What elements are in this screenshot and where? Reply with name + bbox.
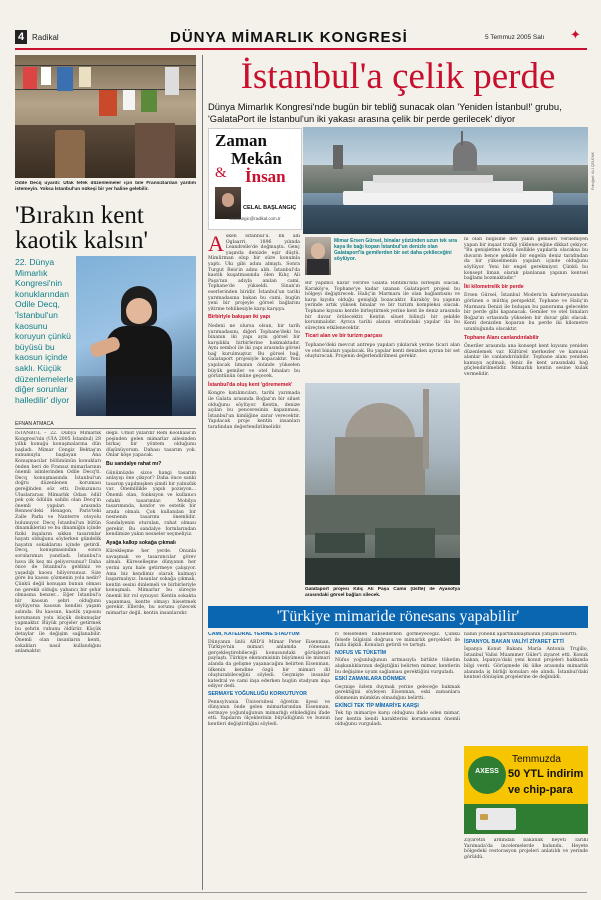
bottom-body-col3: nanın yönelik apartmanlaşmanın yatışını belirtti. İSPANYOL BAKAN VALİYİ ZİYARET ETTİ İspanya Konut Bakanı María Antonia Trujillo, İstanbul Valisi Muammer Güler'i ziyaret etti. Konuk bakan, İspanya'daki yeni konut projeleri hakkında bilgi verdi. Görüşmede iki ülke arasında mimarlık alanında iş birliği konuları ele alındı. İstanbul'daki kentsel dönüşüm projelerine de değinildi. [464,632,588,681]
column-logo-line3: İnsan [245,167,286,186]
page-date: 5 Temmuz 2005 Salı [485,34,545,41]
bottom-subhead-5: EKİNCİ TEK TİP MİMARİYE KARŞI [335,702,419,709]
left-column-divider [202,55,203,890]
odile-decq-photo [76,256,196,416]
ad-card-shape [468,756,506,794]
paper-logo-icon: ✦ [570,28,581,43]
column-logo-line1: Zaman [215,131,267,150]
drop-cap: A [208,234,224,256]
ersen-gursel-photo [305,237,331,275]
bottom-subhead-3: NOFUS VE TÜKETİM [335,649,387,656]
laundry-photo-caption: Odile Decq uyardı: Ufak tefek düzenlemeler için bile Fransızlardan yardım istemeyin. Yoksa İstanbul'un nükeşi bir yer haline gelebilir. [15,181,196,192]
left-body-col1: İSTANBUL – 22. Dünya Mimarlık Kongresi'nin (UIA 2005 İstanbul) 28 yıllık konuğu konuşmalarına dün başladı. Mimar Cengiz Bektaş'ın sunumuyla başlayan Ana Konuşmacılar bölümünün konukları önden beri de Fransız mimarlarının önemli isimlerinden Odile Decq'ti. Decq konuşmasında İstanbul'un doğru düzenlenen koruması gereğinden söz etti. Dokuzuncu Uluslararası Mimarlık Odası ödül pek çok ödülün sahibi olan Decq'in önemli yapıları arasında Rennes'deki Hexagon, Paris'teki Zalle Parkı ve Nanterre otoyolu bulunuyor. Decq İstanbul'un bütün dinamiklerini ve bu dinamiğin içinde fiziki inşaların sıkkın tasarımlar hayatı olduğunu söylerken gündelik hayatın sokaklarını içinde getirdi. Decq, konuşmasından sonra sorularımızı yanıtladı. İstanbul'a hava ilk kez mi geliyorsunuz? Daha önce de İstanbul'a geldiniz ve yaşadığı kaosu biliyorsunuz. Size göre bu kaosu çözmenin yolu nedir? Çünkü değil konuşan bunun olması ne gerekli olduğu yabancı bir şehir olmasına benzer... Eğer İstanbul'a bir kaosun şehri olduğunu söylüyorsa kaosun kendisi yaşam aslında. Bu kaosun, kaotik yapısını korumanın yolu küçük dokunuşlar yapmaktır. Büyük projeler getirmek bu şehrin ruhunu öldürür. Küçük detaylar ile değişim sağlanabilir. Önemli olan insanların kenti, sokakları nasıl kullandığını anlamaktır. [15,431,101,655]
main-body-col3: ni olan bilgisine dev yakın gemileri verilemiyen yapan bir inşaat trafiği yükleneceğine dikkat çekiyor. "Bu genişletme koyu özellikle yapılarla olacaksa bu duvarın bence şekilde bir engelin deniz tarafından da bir yükselmenin yapıları içinde olduğunu söylüyor. Yeni bir engel gerekmiyor. Çünkü bu konsept liman olarak planlanan yapının kentsel bağlamı bozmaktadır." İki kilometrelik bir perde Ersen Gürsel, İstanbul Modern'in kafeteryasından görünen o müthiş perspektif, Tophane ve Haliç'in Marmara Denizi ile buluşan bu panorama gelecekte bir perde gibi kapanacak. Gemiler ve otel binaları Boğaz'ın ortasında yükselen bir duvar gibi olacak. Kenti denizden koparan bu perde iki kilometre uzunluğunda olacaktır. Tophane Alanı canlandırılabilir Öneriler arasında ana konsept kent kıyısını yeniden düzenlemek var. Kültürel merkezler ve kamusal alanlar ile canlandırılabilir. Tophane alanı yeniden kamuya açılmalı, deniz ile kent arasındaki bağ güçlendirilmelidir. Mimarlık kentin sesine kulak vermelidir. [464,237,588,378]
galata-photo-caption: Galataport projesi Kılıç Ali Paşa Camii (üstte) ile Ayasofya arasındaki görsel bağları silecek. [305,587,460,598]
bottom-body-col3-end: Ziyaretin ardından bakanlık heyeti Tarihi Yarımada'da incelemelerde bulundu. Heyete bölgedeki restorasyon projeleri anlatıldı ve yerinde görüldü. [464,838,588,860]
bottom-headline-band [208,606,588,628]
left-body-col2: değil. Umut yıllardır Rem Koolhaas'ın peşinden gelen mimarlar ailesinden birkaç bir yöntem olduğunu düşünüyorum. Dahası tasarım yok. Onlar köşe yapacak. Bu sandalye rahat mı? Günümüzde sizce hangi tasarım anlayışı öne çıkıyor? Daha önce sanki tasarım yapılmışken şimdi bir yalnızlık var. Önemlilikle yapılı pozisyon... Önemli olan, fonksiyon ve kullanıcı odaklı tasarımlar. Mobilya tasarımında, konfor ve estetik bir arada olmalı. Çok kullanılan bir nesnenin tasarımı önemlidir. Sandalyenin oturulan, rahat olması gerekir. Bu sandalye formlarından kendimize yakın nesneler seçmeliyiz. Ayağa kalkıp sokağa çıkmalı Kürekleşme her yerde. Onunla savaşmak ve tasarımcılar görev almalı. Küreselleşme dünyanın her yerini aynı hale getirmeye çalışıyor. Ama biz kendimiz olarak kalmayı başarmalıyız. İnsanlar sokağa çıkmalı, kentin sesini dinlemeli ve birbirleriyle konuşmalı. Mimarlar bu süreçte önemli bir rol oynuyor. Kentin sokakta yaşanması, kentte olmayı hissetmek gerekir. Ellerde, bu sorunu çözecek mimarlar değil, kentin insanlarıdır. [106,431,196,616]
main-body-col2: Bir yapımcı karar verirse Galata Rıhtımı'nda birleşim olacak. Karaköy'e, Tophane'ye kadar uzanan Galataport projesi bu bölgeyi değiştirecek. Haliç'in Marmara ile olan bağlantısını ve karşı kıyıda olduğu genişliği bozacaktır. Karaköy bu yapının yerinde artık yüksek binalar ve bir turizm kompleksi olacak. Tophane kıyısını kentle birleştirmek yerine kent ile deniz arasında bir duvar örülecektir. Kentin siluet bilinçli bir şekilde korunmalıdır. Ayrıca tarihi alanın etrafındaki yapılar da bu süreçten etkilenecektir. Ticari alan ve bir turizm parçası Tophane'deki mevcut antrepo yapıları yıkılarak yerine ticari alan ve otel binaları yapılacak. Bu yapılar kenti denizden ayıran bir set oluşturacak. Projenin değerlendirilmesi gerekir. [305,281,460,360]
kilic-ali-pasa-photo [305,383,460,585]
footer-rule [15,892,587,893]
column-logo-amp: & [215,165,227,181]
left-subhead-1: Bu sandalye rahat mı? [106,460,162,467]
ad-line1: Temmuzda [512,754,561,765]
paper-name: Radikal [32,33,59,42]
main-subhead-4: İki kilometrelik bir perde [464,283,524,290]
ad-brand: AXESS [475,768,499,775]
columnist-email: cbaslangic@radikal.com.tr [229,216,281,221]
page-header [0,0,601,50]
main-deck: Dünya Mimarlık Kongresi'nde bugün bir tebliğ sunacak olan 'Yeniden İstanbul!' grubu, 'GalataPort ile İstanbul'un iki yakası arasına çelik bir perde gerilecek' diyor [208,101,562,124]
bottom-subhead-6: İSPANYOL BAKAN VALİYİ ZİYARET ETTİ [464,638,564,645]
laundry-photo [15,55,196,178]
main-subhead-1: Birbiriyle bakışan iki yapı [208,314,271,321]
pull-quote: Mimar Ersen Gürsel, binalar yüzünden uzun tek sıra kaya ile bağı kopan İstanbul'un denizle olan Galataport'la gemilerden bir set daha çekileceğini söylüyor. [334,238,458,262]
column-logo-line2: Mekân [231,149,282,168]
main-subhead-5: Tophane Alanı canlandırılabilir [464,334,539,341]
ad-line3: ve chip-para [508,784,573,796]
columnist-photo [215,187,241,219]
ad-chip-icon [480,814,488,820]
main-subhead-2: İstanbul'da oluş kent 'görememek' [208,381,293,388]
byline-rule [15,428,196,429]
axess-advertisement[interactable] [464,746,588,834]
columnist-name: CELAL BAŞLANGIÇ [243,205,297,211]
bottom-body-col2: ri felsefeden bahsederken görmeyeceğiz. Çünkü felsefe bilgisini doğrusu ve mimarlık gerçekleri ile fazla ilişkili. Konuları getirdi ve tartıştı. NOFUS VE TÜKETİM Nüfus yoğunluğunun artmasıyla birlikte tüketim alışkanlıklarının değiştiğini belirten mimar, kentlerin bu değişime uyum sağlaması gerektiğini vurguladı. ESKİ ZAMANLARA DÖNMEK Geçmişe özlem duymak yerine geleceğe bakmak gerektiğini söyleyen Eisenman, eski zamanlara dönmenin mümkün olmadığını belirtti. EKİNCİ TEK TİP MİMARİYE KARŞI Tek tip mimariye karşı olduğunu ifade eden mimar, her kentin kendi karakterini korumasının önemli olduğunu vurguladı. [335,632,460,728]
bosphorus-panorama-photo [303,127,588,234]
section-title: DÜNYA MİMARLIK KONGRESİ [170,29,408,46]
bottom-subhead-4: ESKİ ZAMANLARA DÖNMEK [335,676,406,683]
left-byline: EFNAN ATMACA [15,421,54,427]
column-logo [208,128,302,230]
ad-line2: 50 YTL indirim [508,768,584,780]
left-subhead-2: Ayağa kalkıp sokağa çıkmalı [106,539,176,546]
main-headline: İstanbul'a çelik perde [240,56,556,97]
page-number: 4 [15,30,27,44]
main-body-col1: Asken İstanbul'u. İlk adı Oglaarri. 1896 yılında Leandrelle'de doğmuştu. Genç yaşında denizde eşir düştü. Mimlirman olup bir süre konumla yaptı. Ukı gibi adını almıştı. Sonra Turgut Reis'in adını aldı. İstanbul'da kaotik kuşatmasında ölen Kılıç Ali Paşa'nın adıyla anılan cami, Tophane'de yükseldi. Sinan'ın eserlerinden biridir. İstanbul'un tarihi yarımadasına bakan bu cami, bugün yeni bir projeyle görsel bağlarını yitirme tehlikesiyle karşı karşıya. Birbiriyle bakışan iki yapı Nedeni ne olursa olsun, bir tarih yarımadasını, diğeri Tophane'deki bu binanın iki yapı aynı görsel bir karşılıkla birbirlerine bakmaktadır. Aynı sembol ile iki yapı arasında görsel bağ kurulmuştur. Bu görsel bağ, Galataport projesiyle kopacaktır. Yeni yapılacak limanın önünde yükselen büyük gemiler ve otel binaları bu görüntünün önüne geçecek. İstanbul'da oluş kent 'görememek' Kongre katılımcıları, tarihi yarımada ile Galata arasında Boğaz'ın bir siluet olduğunu söylüyor. Kentin, denize açılan bu penceresinin kapanması, İstanbul'un kimliğine zarar verecektir. Yapılacak proje kentin insanları tarafından değerlendirilmelidir. [208,234,300,430]
main-subhead-3: Ticari alan ve bir turizm parçası [305,333,383,340]
left-deck: 22. Dünya Mimarlık Kongresi'nin konuklarından Odile Decq, 'İstanbul'un kaosunu koruyun çünkü büyüsü bu kaosun içinde saklı. Küçük düzenlemelerle diğer sorunlar halledilir' diyor [15,257,73,405]
left-headline: 'Bırakın kent kaotik kalsın' [15,202,148,254]
header-rule [15,48,587,50]
bottom-body-col1: CAMİ, KATEDRAL YERİNE STADYUM Dünyanın ünlü ABD'li Mimar Peter Eisenman, Türkiye'nin mimari anlamda rönesans gerçekleştirebileceği konusundaki görüşlerini paylaştı. Türkiye ekonomisinin büyümesi ile mimari alanda da gelişme yaşanacağını belirten Eisenman, ülkenin kendine özgü bir mimari dil oluşturabileceğini söyledi. Geçmişte insanlar katedral ve cami inşa ederken bugün stadyum inşa ediyor dedi. SERMAYE YOĞUNLUĞU KORKUTUYOR Pennsylvania Üniversitesi öğretim üyesi ve dünyanın önde gelen mimarlarından Eisenman, sermaye yoğunluğunun mimarlığı etkilediğini ifade etti. Yapıların ölçeklerinin büyüdüğünü ve bunun kentleri değiştirdiğini söyledi. [208,632,330,727]
bottom-headline: 'Türkiye mimaride rönesans yapabilir' [276,608,520,625]
bottom-subhead-1: CAMİ, KATEDRAL YERİNE STADYUM [208,632,300,637]
bottom-subhead-2: SERMAYE YOĞUNLUĞU KORKUTUYOR [208,690,307,697]
panorama-photo-credit: Fotoğraf: ALİ ÇELENK [591,152,595,190]
